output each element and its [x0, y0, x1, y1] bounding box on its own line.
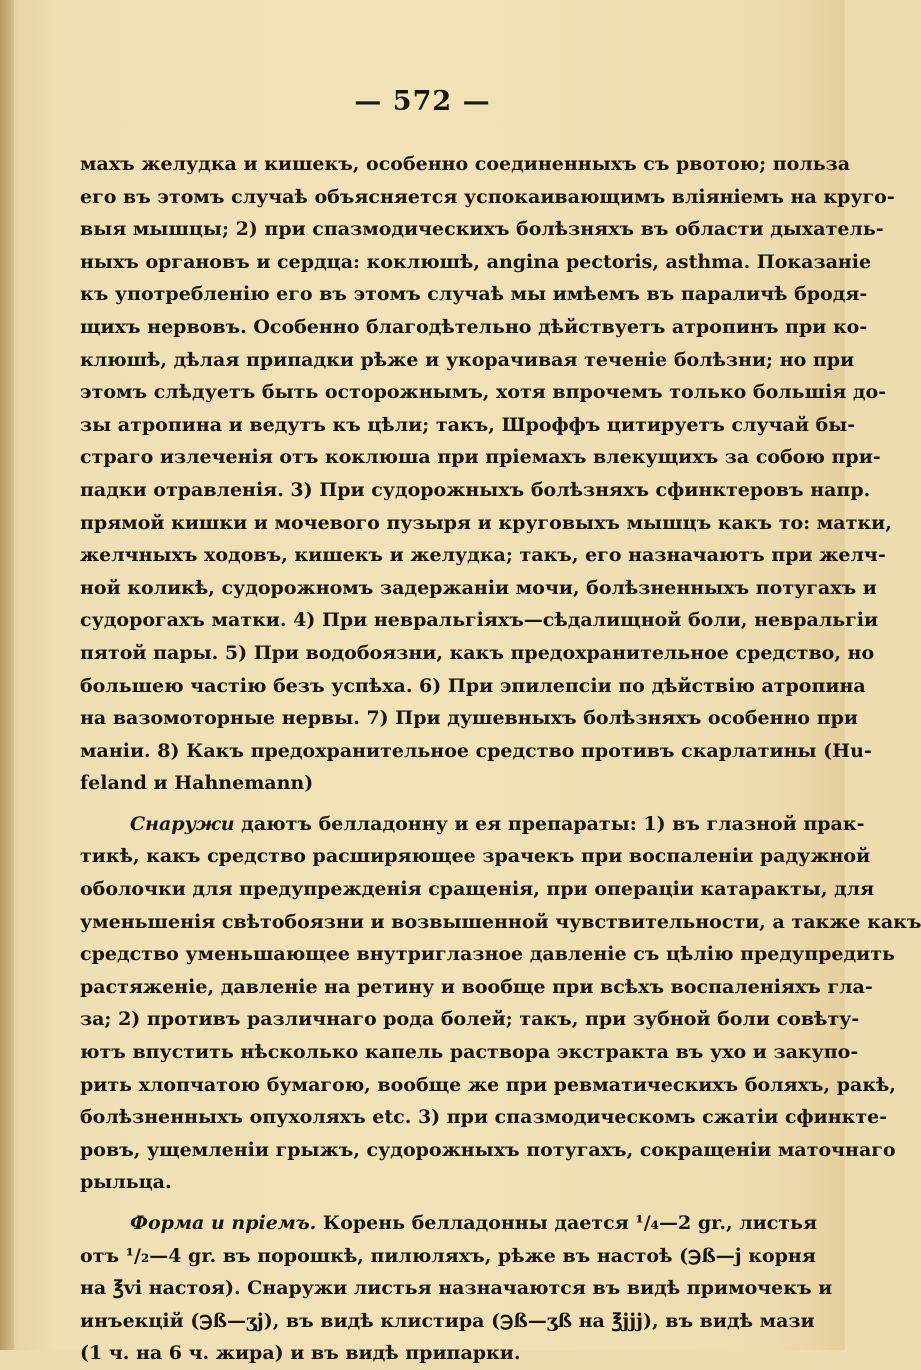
text-line: махъ желудка и кишекъ, особенно соединенныхъ съ рвотою; польза [80, 153, 851, 175]
text-line: на ℥vi настоя). Снаружи листья назначаются въ видѣ примочекъ и [80, 1277, 833, 1300]
text-line: рить хлопчатою бумагою, вообще же при ревматическихъ боляхъ, ракѣ, [80, 1073, 897, 1096]
text-line: оболочки для предупрежденія сращенія, при операціи катаракты, для [80, 878, 875, 901]
text-line: ной коликѣ, судорожномъ задержаніи мочи, болѣзненныхъ потугахъ и [80, 576, 877, 599]
text-line: на вазомоторные нервы. 7) При душевныхъ болѣзняхъ особенно при [80, 707, 858, 730]
text-line: желчныхъ ходовъ, кишекъ и желудка; такъ, его назначаютъ при желч- [80, 544, 886, 567]
text-line: ютъ впустить нѣсколько капель раствора экстракта въ ухо и закупо- [80, 1041, 859, 1064]
text-line: (1 ч. на 6 ч. жира) и въ видѣ припарки. [80, 1342, 521, 1365]
text-line: уменьшенія свѣтобоязни и возвышенной чувствительности, а также какъ [80, 910, 921, 933]
text-line: выя мышцы; 2) при спазмодическихъ болѣзняхъ въ области дыхатель- [80, 218, 884, 241]
page-spine-shadow [0, 0, 14, 1350]
body-text [80, 148, 921, 1370]
text-line: щихъ нервовъ. Особенно благодѣтельно дѣйствуетъ атропинъ при ко- [80, 315, 868, 338]
section-heading-italic: Снаружи [130, 812, 235, 835]
text-line: большею частію безъ успѣха. 6) При эпилепсіи по дѣйствію атропина [80, 674, 866, 697]
text-line: отъ ¹/₂—4 gr. въ порошкѣ, пилюляхъ, рѣже въ настоѣ (℈ß—j корня [80, 1244, 816, 1267]
text-line: инъекцій (℈ß—ʒj), въ видѣ клистира (℈ß—ʒß на ℥jjj), въ видѣ мази [80, 1309, 815, 1332]
text-line: средство уменьшающее внутриглазное давленіе съ цѣлію предупредить [80, 943, 895, 966]
text-line: его въ этомъ случаѣ объясняется успокаивающимъ вліяніемъ на круго- [80, 185, 895, 208]
paragraph-external-use [80, 808, 921, 1199]
text-line: судорогахъ матки. 4) При невральгіяхъ—сѣдалищной боли, невральгіи [80, 609, 879, 632]
paragraph-indications [80, 148, 895, 800]
text-line: пятой пары. 5) При водобоязни, какъ предохранительное средство, но [80, 641, 875, 664]
text-line: ровъ, ущемленіи грыжъ, судорожныхъ потугахъ, сокращеніи маточнаго [80, 1138, 896, 1161]
text-line: клюшѣ, дѣлая припадки рѣже и укорачивая теченіе болѣзни; но при [80, 348, 855, 371]
text-line: за; 2) противъ различнаго рода болей; такъ, при зубной боли совѣту- [80, 1008, 860, 1031]
page-number: — 572 — [354, 86, 491, 117]
text-line: тикѣ, какъ средство расширяющее зрачекъ при воспаленіи радужной [80, 845, 871, 868]
text-line: къ употребленію его въ этомъ случаѣ мы имѣемъ въ параличѣ бродя- [80, 283, 868, 306]
paragraph-form-and-dosage [80, 1207, 833, 1370]
lead-line-text: даютъ белладонну и ея препараты: 1) въ глазной прак- [234, 812, 865, 835]
text-line: ныхъ органовъ и сердца: коклюшѣ, angina pectoris, asthma. Показаніе [80, 250, 872, 273]
section-heading-italic: Форма и пріемъ. [130, 1212, 317, 1234]
text-line: маніи. 8) Какъ предохранительное средство противъ скарлатины (Hu- [80, 739, 872, 762]
paragraph-lead-line [80, 1207, 817, 1240]
text-line: страго излеченія отъ коклюша при пріемахъ влекущихъ за собою при- [80, 446, 881, 469]
text-line: рыльца. [80, 1171, 172, 1194]
text-line: прямой кишки и мочевого пузыря и круговыхъ мышцъ какъ то: матки, [80, 511, 892, 534]
text-line: feland и Hahnemann) [80, 772, 314, 795]
paragraph-lead-line [80, 808, 865, 841]
text-line: болѣзненныхъ опухоляхъ etc. 3) при спазмодическомъ сжатіи сфинкте- [80, 1106, 888, 1129]
text-line: растяженіе, давленіе на ретину и вообще при всѣхъ воспаленіяхъ гла- [80, 975, 873, 998]
text-line: падки отравленія. 3) При судорожныхъ болѣзняхъ сфинктеровъ напр. [80, 478, 871, 501]
text-line: зы атропина и ведутъ къ цѣли; такъ, Шроффъ цитируетъ случай бы- [80, 413, 856, 436]
lead-line-text: Корень белладонны дается ¹/₄—2 gr., листья [316, 1212, 817, 1234]
text-line: этомъ слѣдуетъ быть осторожнымъ, хотя впрочемъ только большія до- [80, 381, 887, 404]
